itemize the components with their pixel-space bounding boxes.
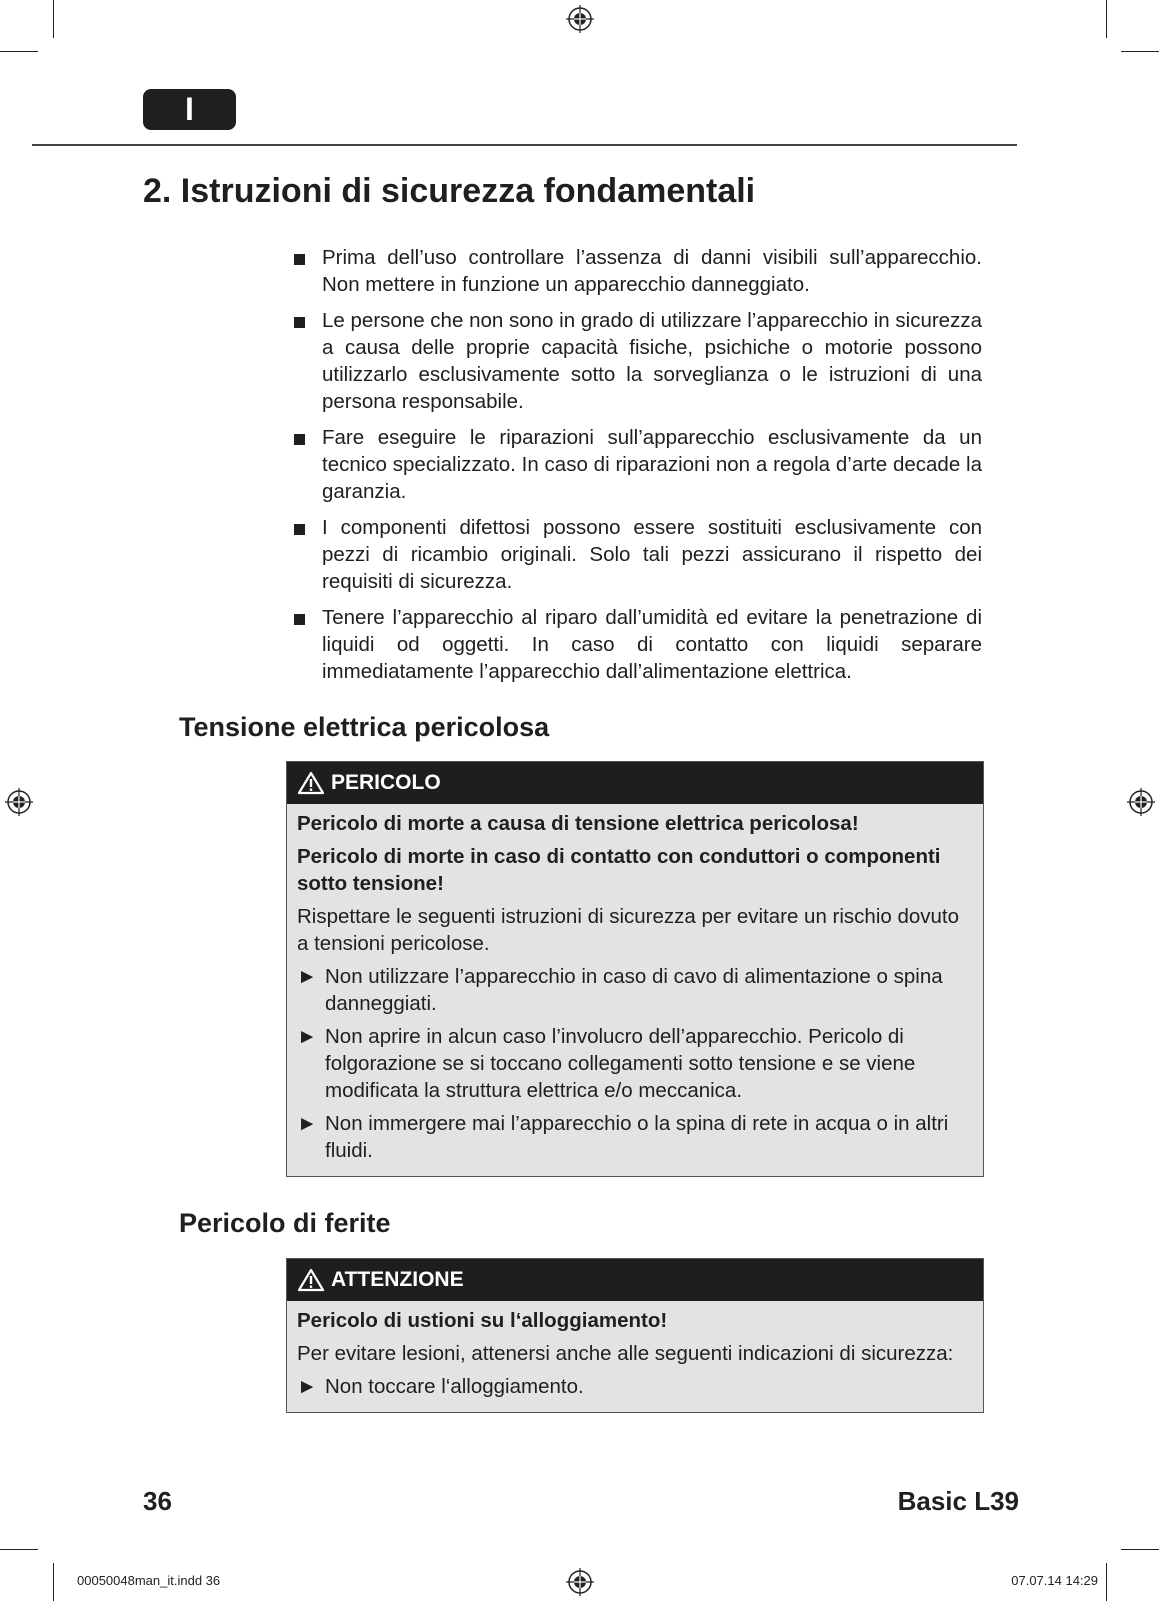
slug-filename: 00050048man_it.indd 36 (77, 1573, 221, 1588)
list-item (292, 514, 982, 595)
caution-intro-text: Per evitare lesioni, attenersi anche alle seguenti indicazioni di sicurezza: (297, 1342, 954, 1365)
triangle-arrow-icon: ► (297, 1112, 318, 1135)
instruction-item (297, 963, 973, 1017)
registration-mark-icon (5, 788, 33, 816)
header-rule (32, 144, 1017, 146)
danger-headline: Pericolo di morte a causa di tensione elettrica pericolosa! (297, 812, 859, 835)
safety-bullet-list (292, 244, 982, 694)
caution-label: ATTENZIONE (331, 1268, 464, 1291)
registration-mark-icon (566, 1568, 594, 1596)
square-bullet-icon (294, 614, 305, 625)
model-name: Basic L39 (897, 1486, 1019, 1516)
danger-label: PERICOLO (331, 771, 441, 794)
instruction-text: Non aprire in alcun caso l’involucro dell’apparecchio. Pericolo di folgorazione se si toccano collegamenti sotto tensione e se viene modificata la struttura elettrica e/o meccanica. (325, 1025, 916, 1102)
triangle-arrow-icon: ► (297, 965, 318, 988)
caution-box (286, 1258, 984, 1413)
crop-mark (1106, 1563, 1107, 1601)
caution-headline: Pericolo di ustioni su l‘alloggiamento! (297, 1309, 668, 1332)
page-title: 2. Istruzioni di sicurezza fondamentali (143, 172, 756, 210)
list-item-text: Fare eseguire le riparazioni sull’apparecchio esclusivamente da un tecnico specializzato. In caso di riparazioni non a regola d’arte decade la garanzia. (322, 426, 982, 503)
triangle-arrow-icon: ► (297, 1025, 318, 1048)
list-item-text: Tenere l’apparecchio al riparo dall’umidità ed evitare la penetrazione di liquidi od oggetti. In caso di contatto con liquidi separare immediatamente l’apparecchio dall’alimentazione elettrica. (322, 606, 982, 683)
caution-box-header (287, 1259, 983, 1301)
crop-mark (0, 1549, 38, 1550)
section-title-injury: Pericolo di ferite (179, 1208, 391, 1238)
instruction-text: Non utilizzare l’apparecchio in caso di cavo di alimentazione o spina danneggiati. (325, 965, 943, 1015)
instruction-item (297, 1110, 973, 1164)
instruction-text: Non immergere mai l’apparecchio o la spina di rete in acqua o in altri fluidi. (325, 1112, 949, 1162)
crop-mark (53, 1563, 54, 1601)
instruction-item (297, 1023, 973, 1104)
slug-timestamp: 07.07.14 14:29 (1011, 1573, 1098, 1588)
crop-mark (0, 51, 38, 52)
crop-mark (1121, 1549, 1159, 1550)
warning-triangle-icon (297, 771, 325, 795)
crop-mark (1106, 0, 1107, 38)
page-number: 36 (143, 1486, 172, 1516)
instruction-item (297, 1373, 973, 1400)
list-item (292, 244, 982, 298)
list-item (292, 307, 982, 415)
crop-mark (1121, 51, 1159, 52)
list-item-text: I componenti difettosi possono essere sostituiti esclusivamente con pezzi di ricambio originali. Solo tali pezzi assicurano il rispetto dei requisiti di sicurezza. (322, 516, 982, 593)
list-item (292, 604, 982, 685)
danger-box-header (287, 762, 983, 804)
warning-triangle-icon (297, 1268, 325, 1292)
instruction-text: Non toccare l‘alloggiamento. (325, 1375, 584, 1398)
square-bullet-icon (294, 524, 305, 535)
square-bullet-icon (294, 317, 305, 328)
danger-box-body (287, 804, 983, 1176)
square-bullet-icon (294, 434, 305, 445)
list-item-text: Prima dell’uso controllare l’assenza di danni visibili sull’apparecchio. Non mettere in funzione un apparecchio danneggiato. (322, 246, 982, 296)
list-item (292, 424, 982, 505)
caution-box-body (287, 1301, 983, 1412)
danger-headline: Pericolo di morte in caso di contatto con conduttori o componenti sotto tensione! (297, 845, 941, 895)
triangle-arrow-icon: ► (297, 1375, 318, 1398)
registration-mark-icon (1127, 788, 1155, 816)
square-bullet-icon (294, 254, 305, 265)
crop-mark (53, 0, 54, 38)
section-title-voltage: Tensione elettrica pericolosa (179, 712, 550, 742)
list-item-text: Le persone che non sono in grado di utilizzare l’apparecchio in sicurezza a causa delle proprie capacità fisiche, psichiche o motorie possono utilizzarlo esclusivamente sotto la sorveglianza o le istruzioni di una persona responsabile. (322, 309, 982, 413)
registration-mark-icon (566, 5, 594, 33)
danger-intro-text: Rispettare le seguenti istruzioni di sicurezza per evitare un rischio dovuto a tensioni pericolose. (297, 905, 960, 955)
language-tab: I (143, 89, 236, 130)
danger-box (286, 761, 984, 1177)
